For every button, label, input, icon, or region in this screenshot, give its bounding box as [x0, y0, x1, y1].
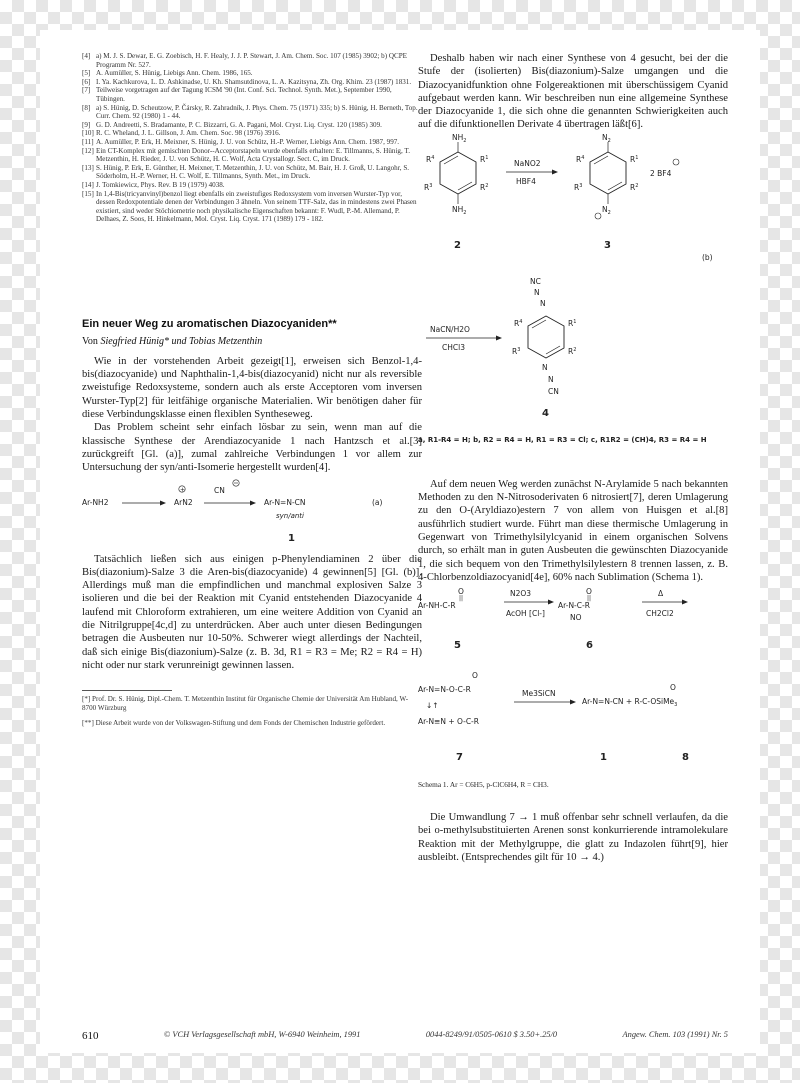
svg-text:R1: $R^1$ — [630, 154, 639, 164]
scheme1-reagent2: Δ — [658, 589, 664, 599]
reference-item — [82, 190, 422, 224]
scheme-b-compound3: 3 — [604, 239, 611, 251]
paragraph-results: Tatsächlich ließen sich aus einigen p-Phenylendiaminen 2 über die Bis(diazonium)-Salze 3 die Aren-bis(diazocyanide) 4 gewinnen[5] [Gl. (b)]. Allerdings muß man die empfindlichen und manchmal explosiven Salze 3 isolieren und die bei der Reaktion mit Cyanid entstehenden Diazocyanide 4 laufend mit Chloroform extrahieren, um eine weitere Addition von Cyanid an die Nitrilgruppe[4c,d] zu unterdrücken. Aber auch unter diesen Bedingungen betragen die Ausbeuten nur 10-50%. Schwerer wiegt allerdings der Nachteil, daß sich einige Bis(diazonium)-Salze (z. B. 3d, R1 = R3 = Me; R2 = R4 = H) nicht oder nur stark verunreinigt gewinnen lassen. — [82, 553, 422, 671]
svg-text:N2: $N_2$ — [602, 132, 611, 144]
reference-item — [82, 181, 422, 190]
svg-text:N: N — [542, 362, 548, 372]
footer-issn: 0044-8249/91/0505-0610 $ 3.50+.25/0 — [425, 1030, 558, 1039]
svg-text:R2: $R^2$ — [568, 346, 577, 356]
footnote-address: [*] Prof. Dr. S. Hünig, Dipl.-Chem. T. Metzenthin Institut für Organische Chemie der Universität Am Hubland, W-8700 Würzburg — [82, 695, 409, 713]
scheme1-structure7a: Ar-N=N-O-C-R — [418, 685, 471, 695]
svg-text:NH2: $NH_2$ — [452, 204, 467, 216]
svg-text:R4: $R^4$ — [426, 154, 435, 164]
svg-text:R3: $R^3$ — [512, 346, 521, 356]
reference-text: R. C. Wheland, J. L. Gillson, J. Am. Chem. Soc. 98 (1976) 3916. — [96, 129, 281, 138]
svg-text:R1: $R^1$ — [480, 154, 489, 164]
reference-number: [4] — [82, 52, 91, 60]
journal-page — [40, 30, 760, 1053]
scheme1-compound6: 6 — [586, 640, 593, 652]
scheme-b-compound4: 4 — [542, 407, 549, 419]
reference-item — [82, 52, 422, 69]
footer-publisher: © VCH Verlagsgesellschaft mbH, W-6940 Weinheim, 1991 — [163, 1030, 361, 1039]
scheme1-structure5: Ar-NH-C-R — [418, 601, 456, 611]
scheme1-reagent1: N2O3 — [510, 589, 532, 599]
reference-text: a) M. J. S. Dewar, E. G. Zoebisch, H. F. Healy, J. J. P. Stewart, J. Am. Chem. Soc. 107 (1985) 3902; b) QCPE Programm Nr. 527. — [96, 52, 407, 69]
svg-text:NC: NC — [530, 276, 541, 286]
eq-a-arrowhead-2 — [250, 500, 256, 505]
article-authors — [82, 336, 422, 347]
eq-a-reactant: Ar-NH2 — [82, 497, 109, 507]
scheme-b-substituents: a, R1-R4 = H; b, R2 = R4 = H, R1 = R3 = Cl; c, R1R2 = (CH)4, R3 = R4 = H — [418, 435, 707, 444]
reference-text: J. Tomkiewicz, Phys. Rev. B 19 (1979) 4038. — [96, 180, 225, 189]
reference-item — [82, 138, 422, 147]
structure-2 — [424, 133, 488, 216]
svg-text:O: O — [458, 587, 464, 597]
svg-text:R3: $R^3$ — [574, 182, 583, 192]
reference-item — [82, 104, 422, 121]
eq-a-label: (a) — [372, 497, 383, 507]
paragraph-goal: Deshalb haben wir nach einer Synthese von 4 gesucht, bei der die Stufe der (isolierten) Bis(diazonium)-Salze umgangen und die Diazocyanidfunktion ohne Folgereaktionen mit überschüssigem Cyanid aufgebaut werden kann. Wir beschreiben nun eine allgemeine Synthese der Diazocyanide 1, die sich ohne die genannten Schwierigkeiten auch auf die difunktionellen Derivate 4 übertragen läßt[6]. — [418, 53, 728, 131]
svg-text:R4: $R^4$ — [576, 154, 585, 164]
svg-text:R4: $R^4$ — [514, 318, 523, 328]
scheme-b — [418, 132, 728, 432]
footer-journal: Angew. Chem. 103 (1991) Nr. 5 — [622, 1030, 728, 1039]
page-number: 610 — [82, 1030, 99, 1042]
reference-number: [5] — [82, 69, 91, 78]
reference-text: G. D. Andreetti, S. Bradamante, P. C. Bizzarri, G. A. Pagani, Mol. Cryst. Liq. Cryst. 120 (1985) 309. — [96, 120, 382, 129]
reference-number: [15] — [82, 189, 94, 198]
paragraph-intro: Wie in der vorstehenden Arbeit gezeigt[1], erweisen sich Benzol-1,4-bis(diazocyanide) und Naphthalin-1,4-bis(diazocyanid) nicht nur als reversible zweistufige Redoxsysteme, sondern auch als erste Acceptoren vom inversen Wurster-Typ[2] für leitfähige organische Materialien. Wir benötigen daher für diese Verbindungsklasse einen flexiblen Syntheseweg. — [82, 355, 422, 421]
reference-number: [8] — [82, 103, 91, 112]
scheme1-arrowhead-3 — [570, 700, 576, 705]
reference-text: a) S. Hünig, D. Scheutzow, P. Čársky, R. Zahradník, J. Phys. Chem. 75 (1971) 335; b) S. Hünig, H. Berneth, Top. Curr. Chem. 92 (1980) 1 - 44. — [96, 103, 418, 121]
reference-item — [82, 86, 422, 103]
scheme-b-compound2: 2 — [454, 239, 461, 251]
authors-prefix: Von — [82, 335, 98, 347]
reference-item — [82, 129, 422, 138]
reference-list — [82, 52, 422, 224]
paragraph-problem: Das Problem scheint sehr einfach lösbar zu sein, wenn man auf die klassische Synthese der Arendiazocyanide 1 nach Hantzsch et al.[3] zurückgreift [Gl. (a)], zumal zahlreiche Verbindungen 1 vor allem zur Untersuchung der syn/anti-Isomerie hergestellt wurden[4]. — [82, 422, 422, 474]
reference-number: [12] — [82, 146, 94, 155]
svg-text:N2: $N_2$ — [602, 204, 611, 216]
reference-text: I. Ya. Kachkurova, L. D. Ashkinadse, U. Kh. Shamsutdinova, L. A. Kazitsyna, Zh. Org. Khim. 23 (1987) 1831. — [96, 77, 412, 86]
scheme1-compound1: 1 — [600, 752, 607, 764]
svg-text:O: O — [586, 587, 592, 597]
scheme1-compound5: 5 — [454, 640, 461, 652]
scheme-b-arrowhead-2 — [496, 335, 502, 340]
scheme1-structure1: Ar-N=N-CN + R-C-OSiMe$_3$ — [582, 697, 678, 709]
svg-text:||: || — [459, 595, 464, 603]
eq-a-isomer: syn/anti — [276, 511, 304, 520]
footnotes — [82, 695, 422, 727]
scheme-b-arrowhead-1 — [552, 169, 558, 174]
scheme-b-reagent2b: CHCl3 — [442, 342, 465, 352]
svg-text:Ar-N≡N + O-C-R: Ar-N≡N + O-C-R — [418, 717, 479, 727]
svg-text:NH2: $NH_2$ — [452, 132, 467, 144]
structure-3 — [574, 132, 638, 219]
paragraph-new-route: Auf dem neuen Weg werden zunächst N-Arylamide 5 nach bekannten Methoden zu den N-Nitrosoderivaten 6 nitrosiert[7], deren Umlagerung zu den O-(Aryldiazo)estern 7 von allem von Huisgen et al.[8] ausführlich studiert wurde. Führt man diese thermische Umlagerung in Gegenwart von Trimethylsilylcyanid in einem organischen Solvens durch, so erhält man in guten Ausbeuten die gewünschten Diazocyanide 1, die sich bequem von den Trimethylsilylestern 8 trennen lassen, z. B. 4-Chlorbenzoldiazocyanid[4e], 60% nach Sublimation (Schema 1). — [418, 478, 728, 583]
svg-text:||: || — [587, 595, 592, 603]
page-footer — [82, 1030, 728, 1042]
svg-text:NO: NO — [570, 613, 582, 623]
reference-text: Ein CT-Komplex mit gemischten Donor--Acceptorstapeln wurde ebenfalls erhalten: E. Tillmanns, S. Hünig, T. Metzenthin, H. Rieder, J. U. von Schütz, H. C. Wolf, Acta Crystallogr. Sect. C, im Druck. — [96, 146, 410, 164]
svg-text:R3: $R^3$ — [424, 182, 433, 192]
svg-text:N: N — [534, 287, 540, 297]
svg-text:O: O — [670, 683, 676, 693]
paragraph-conversion: Die Umwandlung 7 → 1 muß offenbar sehr schnell verlaufen, da die bei o-methylsubstituierten Arenen sonst konkurrierende intramolekulare Reaktion mit der Methylgruppe, die glatt zu Indazolen führt[9], hier ausbleibt. (Entsprechendes gilt für 10 → 4.) — [418, 812, 728, 864]
equation-a — [82, 475, 422, 553]
scheme-b-label: (b) — [702, 252, 713, 262]
reference-item — [82, 69, 422, 78]
reference-number: [7] — [82, 86, 91, 95]
left-column — [82, 52, 422, 728]
scheme1-compound8: 8 — [682, 752, 689, 764]
article-title: Ein neuer Weg zu aromatischen Diazocyaniden** — [82, 317, 337, 330]
svg-text:R2: $R^2$ — [480, 182, 489, 192]
reference-text: A. Aumüller, P. Erk, H. Meixner, S. Hünig, J. U. von Schütz, H.-P. Werner, Liebigs Ann. Chem. 1987, 997. — [96, 137, 400, 146]
scheme-b-reagent1: NaNO2 — [514, 158, 541, 168]
right-column — [418, 52, 728, 864]
reference-number: [13] — [82, 163, 94, 172]
scheme1-compound7: 7 — [456, 752, 463, 764]
reference-text: A. Aumüller, S. Hünig, Liebigs Ann. Chem. 1986, 165. — [96, 69, 253, 78]
eq-a-compound: 1 — [288, 532, 295, 544]
scheme1-caption: Schema 1. Ar = C6H5, p-ClC6H4, R = CH3. — [418, 780, 549, 790]
svg-text:N: N — [548, 374, 554, 384]
svg-text:R1: $R^1$ — [568, 318, 577, 328]
scheme1-arrowhead-2 — [682, 600, 688, 605]
reference-item — [82, 121, 422, 130]
scheme-b-salt: 2 BF4 — [650, 168, 672, 178]
footnote-funding: [**] Diese Arbeit wurde von der Volkswagen-Stiftung und dem Fonds der Chemischen Industrie gefördert. — [82, 718, 386, 727]
reference-item — [82, 147, 422, 164]
scheme1-structure6: Ar-N-C-R — [558, 601, 590, 611]
scheme1-reagent3: Me3SiCN — [522, 689, 556, 699]
svg-text:O: O — [472, 671, 478, 681]
svg-text:↓↑: ↓↑ — [426, 701, 439, 711]
scheme1-reagent1b: AcOH [Cl-] — [506, 609, 545, 619]
reference-text: Teilweise vorgetragen auf der Tagung ICSM '90 (Int. Conf. Sci. Technol. Synth. Met.), September 1990, Tübingen. — [96, 86, 392, 103]
eq-a-product: Ar-N=N-CN — [264, 497, 306, 507]
eq-a-arrowhead-1 — [160, 500, 166, 505]
scheme-b-reagent2: NaCN/H2O — [430, 324, 470, 334]
scheme-b-reagent1b: HBF4 — [516, 176, 536, 186]
scheme-1 — [418, 584, 728, 774]
eq-a-reagent: CN — [214, 485, 225, 495]
reference-number: [9] — [82, 120, 91, 129]
reference-number: [6] — [82, 77, 91, 86]
eq-a-intermediate: ArN2 — [174, 497, 193, 507]
reference-text: S. Hünig, P. Erk, E. Günther, H. Meixner, T. Metzenthin, J. U. von Schütz, M. Bair, H. J. Groß, U. Langohr, S. Söderholm, H.-P. Werner, H. C. Wolf, E. Tillmanns, Synth. Met., im Druck. — [96, 163, 410, 181]
scheme-b-anion-charge — [673, 159, 679, 165]
reference-number: [10] — [82, 129, 94, 138]
authors-names: Siegfried Hünig* und Tobias Metzenthin — [100, 335, 263, 347]
eq-a-plus-sign: + — [180, 486, 186, 494]
reference-number: [14] — [82, 180, 94, 189]
reference-item — [82, 164, 422, 181]
svg-text:N: N — [540, 298, 546, 308]
scheme1-reagent2b: CH2Cl2 — [646, 609, 674, 619]
svg-text:CN: CN — [548, 386, 559, 396]
svg-text:R2: $R^2$ — [630, 182, 639, 192]
structure-4 — [512, 277, 576, 396]
reference-text: In 1,4-Bis(tricyanvinyl)benzol liegt ebenfalls ein zweistufiges Redoxsystem vom inversen Wurster-Typ vor, dessen Redoxpotentiale denen der Verbindungen 3 ähneln. Von seinem TTF-Salz, das in mindestens zwei Phasen existiert, sind weder Stöchiometrie noch physikalische Eigenschaften bekannt: F. Wudl, P.-M. Allemand, P. Delhaes, Z. Soos, H. Hinkelmann, Mol. Cryst. Liq. Cryst. 171 (1989) 179 - 182. — [96, 189, 417, 224]
scheme1-arrowhead-1 — [548, 600, 554, 605]
reference-item — [82, 78, 422, 87]
footnote-rule — [82, 690, 172, 691]
reference-number: [11] — [82, 137, 94, 146]
